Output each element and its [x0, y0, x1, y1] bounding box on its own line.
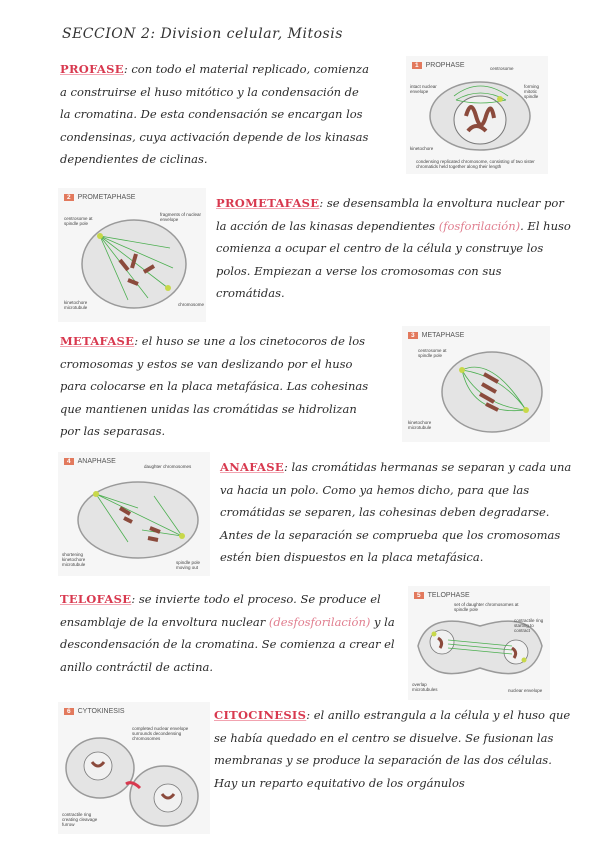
label-spindle-pole: spindle pole moving out [176, 560, 201, 570]
figure-number: 2 [64, 194, 74, 201]
anafase-keyword: ANAFASE [220, 460, 284, 474]
label-daughter-set: set of daughter chromosomes at spindle pole [454, 602, 519, 612]
label-cleavage-furrow: contractile ring creating cleavage furrow [62, 812, 98, 827]
label-overlap-mt: overlap microtubules [412, 682, 438, 692]
figure-name: TELOPHASE [427, 592, 470, 599]
label-centrosome-pole: centrosome at spindle pole [418, 348, 447, 358]
figure-number: 3 [408, 332, 418, 339]
figure-name: METAPHASE [421, 332, 465, 339]
label-nuclear-envelope: nuclear envelope [508, 688, 543, 693]
metaphase-figure [402, 326, 550, 442]
prometafase-keyword: PROMETAFASE [216, 196, 320, 210]
telophase-figure [408, 586, 550, 700]
figure-name: PROPHASE [425, 62, 465, 69]
anaphase-figure [58, 452, 210, 576]
prometafase-highlight: (fosforilación) [438, 218, 521, 233]
label-mitotic-spindle: forming mitotic spindle [524, 84, 540, 99]
figure-name: ANAPHASE [77, 458, 116, 465]
telofase-paragraph [60, 588, 400, 678]
label-condensing-chromosome: condensing replicated chromosome, consisting of two sister chromatids held together along their length [416, 159, 535, 169]
metafase-paragraph [60, 330, 370, 443]
label-kinetochore-mt: kinetochore microtubule [408, 420, 432, 430]
label-kinetochore: kinetochore [410, 146, 434, 151]
telofase-text-end: y la descondensación de la cromatina. Se comienza a crear el anillo contráctil de actina. [60, 614, 395, 674]
label-kinetochore-mt: kinetochore microtubule [64, 300, 88, 310]
label-nuclear-envelope: intact nuclear envelope [410, 84, 437, 94]
label-daughter-chromosomes: daughter chromosomes [144, 464, 192, 469]
profase-paragraph [60, 58, 370, 171]
figure-number: 5 [414, 592, 424, 599]
prophase-illustration [406, 56, 548, 174]
citocinesis-keyword: CITOCINESIS [214, 708, 307, 722]
prometafase-paragraph [216, 192, 572, 305]
label-chromosome: chromosome [178, 302, 205, 307]
label-completed-envelope: completed nuclear envelope surrounds decondensing chromosomes [132, 726, 189, 741]
figure-number: 6 [64, 708, 74, 715]
label-centrosome: centrosome [490, 66, 514, 71]
figure-name: CYTOKINESIS [77, 708, 125, 715]
prometaphase-figure [58, 188, 206, 322]
telofase-highlight: (desfosforilación) [268, 614, 371, 629]
anafase-text: : las cromátidas hermanas se separan y cada una va hacia un polo. Como ya hemos dicho, para que las cromátidas se separen, las cohesinas deben degradarse. Antes de la separación se comprueba que los cromosomas estén bien dispuestos en la placa metafásica. [220, 460, 572, 564]
page-title: SECCION 2: Division celular, Mitosis [62, 26, 343, 42]
metafase-keyword: METAFASE [60, 334, 135, 348]
figure-number: 4 [64, 458, 74, 465]
figure-number: 1 [412, 62, 422, 69]
profase-keyword: PROFASE [60, 62, 124, 76]
label-envelope-fragments: fragments of nuclear envelope [160, 212, 202, 222]
telofase-keyword: TELOFASE [60, 592, 132, 606]
label-centrosome-pole: centrosome at spindle pole [64, 216, 93, 226]
citocinesis-paragraph [214, 704, 574, 794]
citocinesis-text: : el anillo estrangula a la célula y el huso que se había quedado en el centro se disuelve. Se fusionan las membranas y se produce la separación de las dos células. Hay un reparto equitativo de los orgánulos [214, 708, 571, 790]
anafase-paragraph [220, 456, 576, 569]
label-contractile-ring: contractile ring starting to contract [514, 618, 544, 633]
telofase-text: : se invierte todo el proceso. Se produce el ensamblaje de la envoltura nuclear [60, 592, 381, 629]
prophase-figure [406, 56, 548, 174]
label-shortening-mt: shortening kinetochore microtubule [62, 552, 86, 567]
cytokinesis-figure [58, 702, 210, 834]
prometafase-text: : se desensambla la envoltura nuclear por la acción de las kinasas dependientes [216, 196, 564, 233]
metafase-text: : el huso se une a los cinetocoros de los cromosomas y estos se van deslizando por el huso para colocarse en la placa metafásica. Las cohesinas que mantienen unidas las cromátidas se hidrolizan por las separasas. [60, 334, 369, 438]
prometafase-text-end: . El huso comienza a ocupar el centro de la célula y construye los polos. Empiezan a verse los cromosomas con sus cromátidas. [216, 218, 571, 300]
profase-text: : con todo el material replicado, comienza a construirse el huso mitótico y la condensación de la cromatina. De esta condensación se encargan los condensinas, cuya activación depende de los kinasas dependientes de ciclinas. [60, 62, 369, 166]
figure-name: PROMETAPHASE [77, 194, 136, 201]
